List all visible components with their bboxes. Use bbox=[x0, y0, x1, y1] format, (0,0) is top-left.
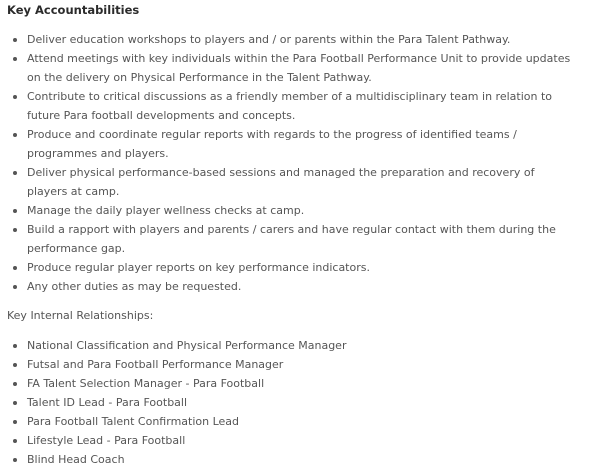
list-item: Manage the daily player wellness checks at camp. bbox=[7, 201, 577, 220]
accountabilities-list bbox=[7, 30, 577, 296]
list-item: Futsal and Para Football Performance Manager bbox=[7, 355, 577, 374]
list-item: Talent ID Lead - Para Football bbox=[7, 393, 577, 412]
relationships-list bbox=[7, 336, 577, 469]
list-item: Produce and coordinate regular reports with regards to the progress of identified teams / programmes and players. bbox=[7, 125, 577, 163]
list-item: Produce regular player reports on key performance indicators. bbox=[7, 258, 577, 277]
key-internal-relationships-heading: Key Internal Relationships: bbox=[7, 309, 154, 322]
list-item: National Classification and Physical Performance Manager bbox=[7, 336, 577, 355]
list-item: Para Football Talent Confirmation Lead bbox=[7, 412, 577, 431]
list-item: Attend meetings with key individuals within the Para Football Performance Unit to provide updates on the delivery on Physical Performance in the Talent Pathway. bbox=[7, 49, 577, 87]
list-item: Deliver education workshops to players and / or parents within the Para Talent Pathway. bbox=[7, 30, 577, 49]
list-item: Blind Head Coach bbox=[7, 450, 577, 469]
list-item: Build a rapport with players and parents / carers and have regular contact with them during the performance gap. bbox=[7, 220, 577, 258]
list-item: Lifestyle Lead - Para Football bbox=[7, 431, 577, 450]
list-item: FA Talent Selection Manager - Para Football bbox=[7, 374, 577, 393]
list-item: Contribute to critical discussions as a friendly member of a multidisciplinary team in relation to future Para football developments and concepts. bbox=[7, 87, 577, 125]
list-item: Any other duties as may be requested. bbox=[7, 277, 577, 296]
list-item: Deliver physical performance-based sessions and managed the preparation and recovery of players at camp. bbox=[7, 163, 577, 201]
key-accountabilities-heading: Key Accountabilities bbox=[7, 3, 140, 17]
